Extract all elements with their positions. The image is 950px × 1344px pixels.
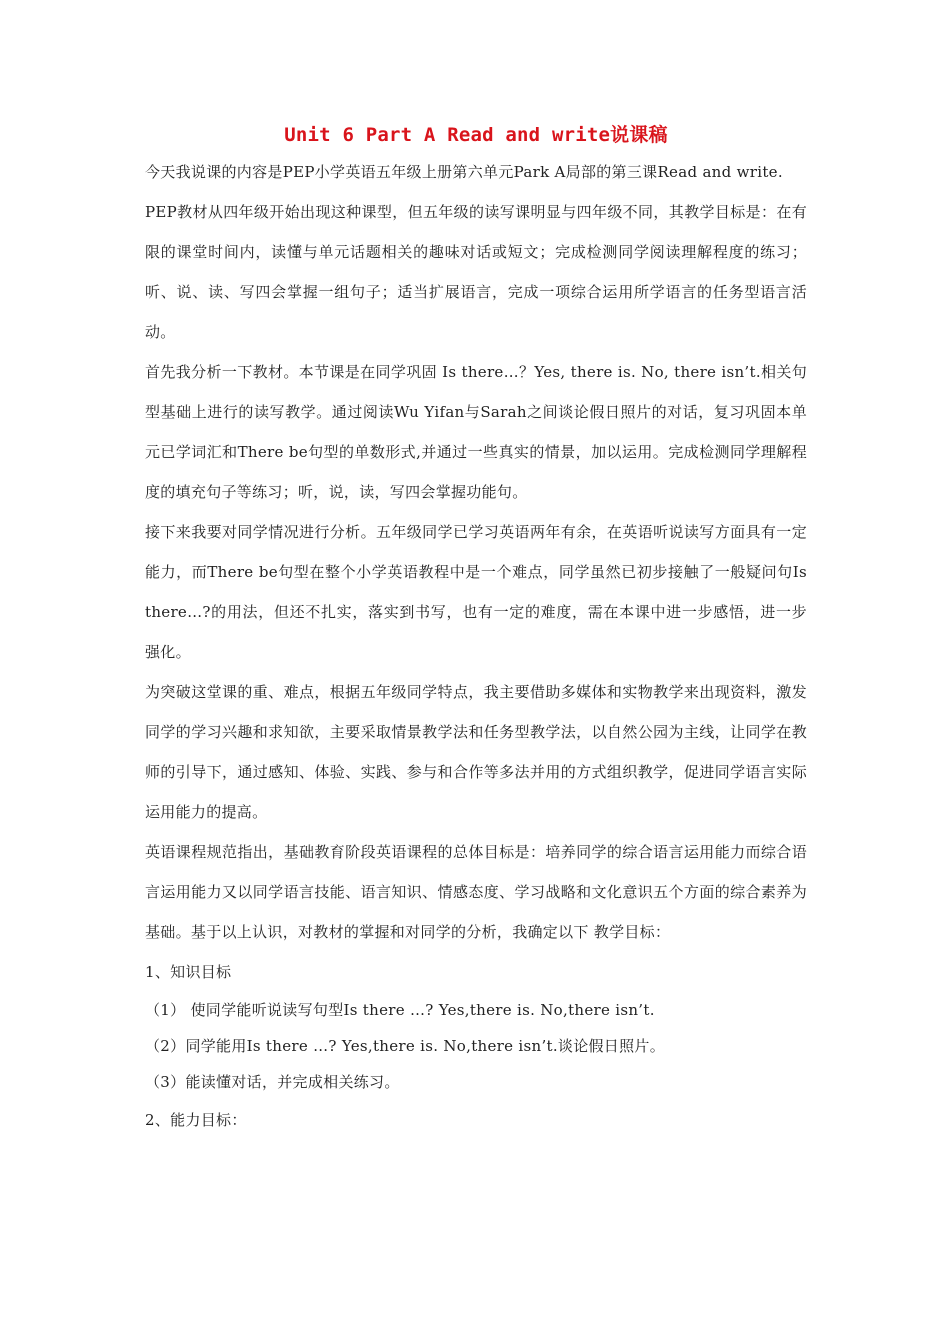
paragraph-teaching-goals: PEP教材从四年级开始出现这种课型，但五年级的读写课明显与四年级不同，其教学目标是：在有限的课堂时间内，读懂与单元话题相关的趣味对话或短文；完成检测同学阅读理解程度的练习；听、说、读、写四会掌握一组句子；适当扩展语言，完成一项综合运用所学语言的任务型语言活动。 — [145, 203, 807, 341]
document-page — [145, 120, 807, 1140]
paragraph-intro: 今天我说课的内容是PEP小学英语五年级上册第六单元Park A局部的第三课Read and write. — [145, 163, 783, 181]
heading-ability-goals: 2、能力目标： — [145, 1111, 247, 1129]
paragraph-curriculum-goals: 英语课程规范指出，基础教育阶段英语课程的总体目标是：培养同学的综合语言运用能力而综合语言运用能力又以同学语言技能、语言知识、情感态度、学习战略和文化意识五个方面的综合素养为基础。基于以上认识，对教材的掌握和对同学的分析，我确定以下 教学目标： — [145, 843, 807, 941]
list-item-goal-1: （1） 使同学能听说读写句型Is there …? Yes,there is. No,there isn’t. — [145, 1001, 655, 1019]
paragraph-teaching-methods: 为突破这堂课的重、难点，根据五年级同学特点，我主要借助多媒体和实物教学来出现资料，激发同学的学习兴趣和求知欲，主要采取情景教学法和任务型教学法，以自然公园为主线，让同学在教师的引导下，通过感知、体验、实践、参与和合作等多法并用的方式组织教学，促进同学语言实际运用能力的提高。 — [145, 683, 807, 821]
paragraph-material-analysis: 首先我分析一下教材。本节课是在同学巩固 Is there…？Yes, there is. No, there isn’t.相关句型基础上进行的读写教学。通过阅读Wu Yifan与Sarah之间谈论假日照片的对话，复习巩固本单元已学词汇和There be句型的单数形式,并通过一些真实的情景，加以运用。完成检测同学理解程度的填充句子等练习；听，说，读，写四会掌握功能句。 — [145, 363, 807, 501]
list-item-goal-3: （3）能读懂对话，并完成相关练习。 — [145, 1073, 400, 1091]
heading-knowledge-goals: 1、知识目标 — [145, 963, 232, 981]
paragraph-student-analysis: 接下来我要对同学情况进行分析。五年级同学已学习英语两年有余，在英语听说读写方面具有一定能力，而There be句型在整个小学英语教程中是一个难点，同学虽然已初步接触了一般疑问句Is there…?的用法，但还不扎实，落实到书写，也有一定的难度，需在本课中进一步感悟，进一步强化。 — [145, 523, 807, 661]
document-title: Unit 6 Part A Read and write说课稿 — [284, 124, 668, 146]
list-item-goal-2: （2）同学能用Is there …? Yes,there is. No,there isn’t.谈论假日照片。 — [145, 1037, 666, 1055]
